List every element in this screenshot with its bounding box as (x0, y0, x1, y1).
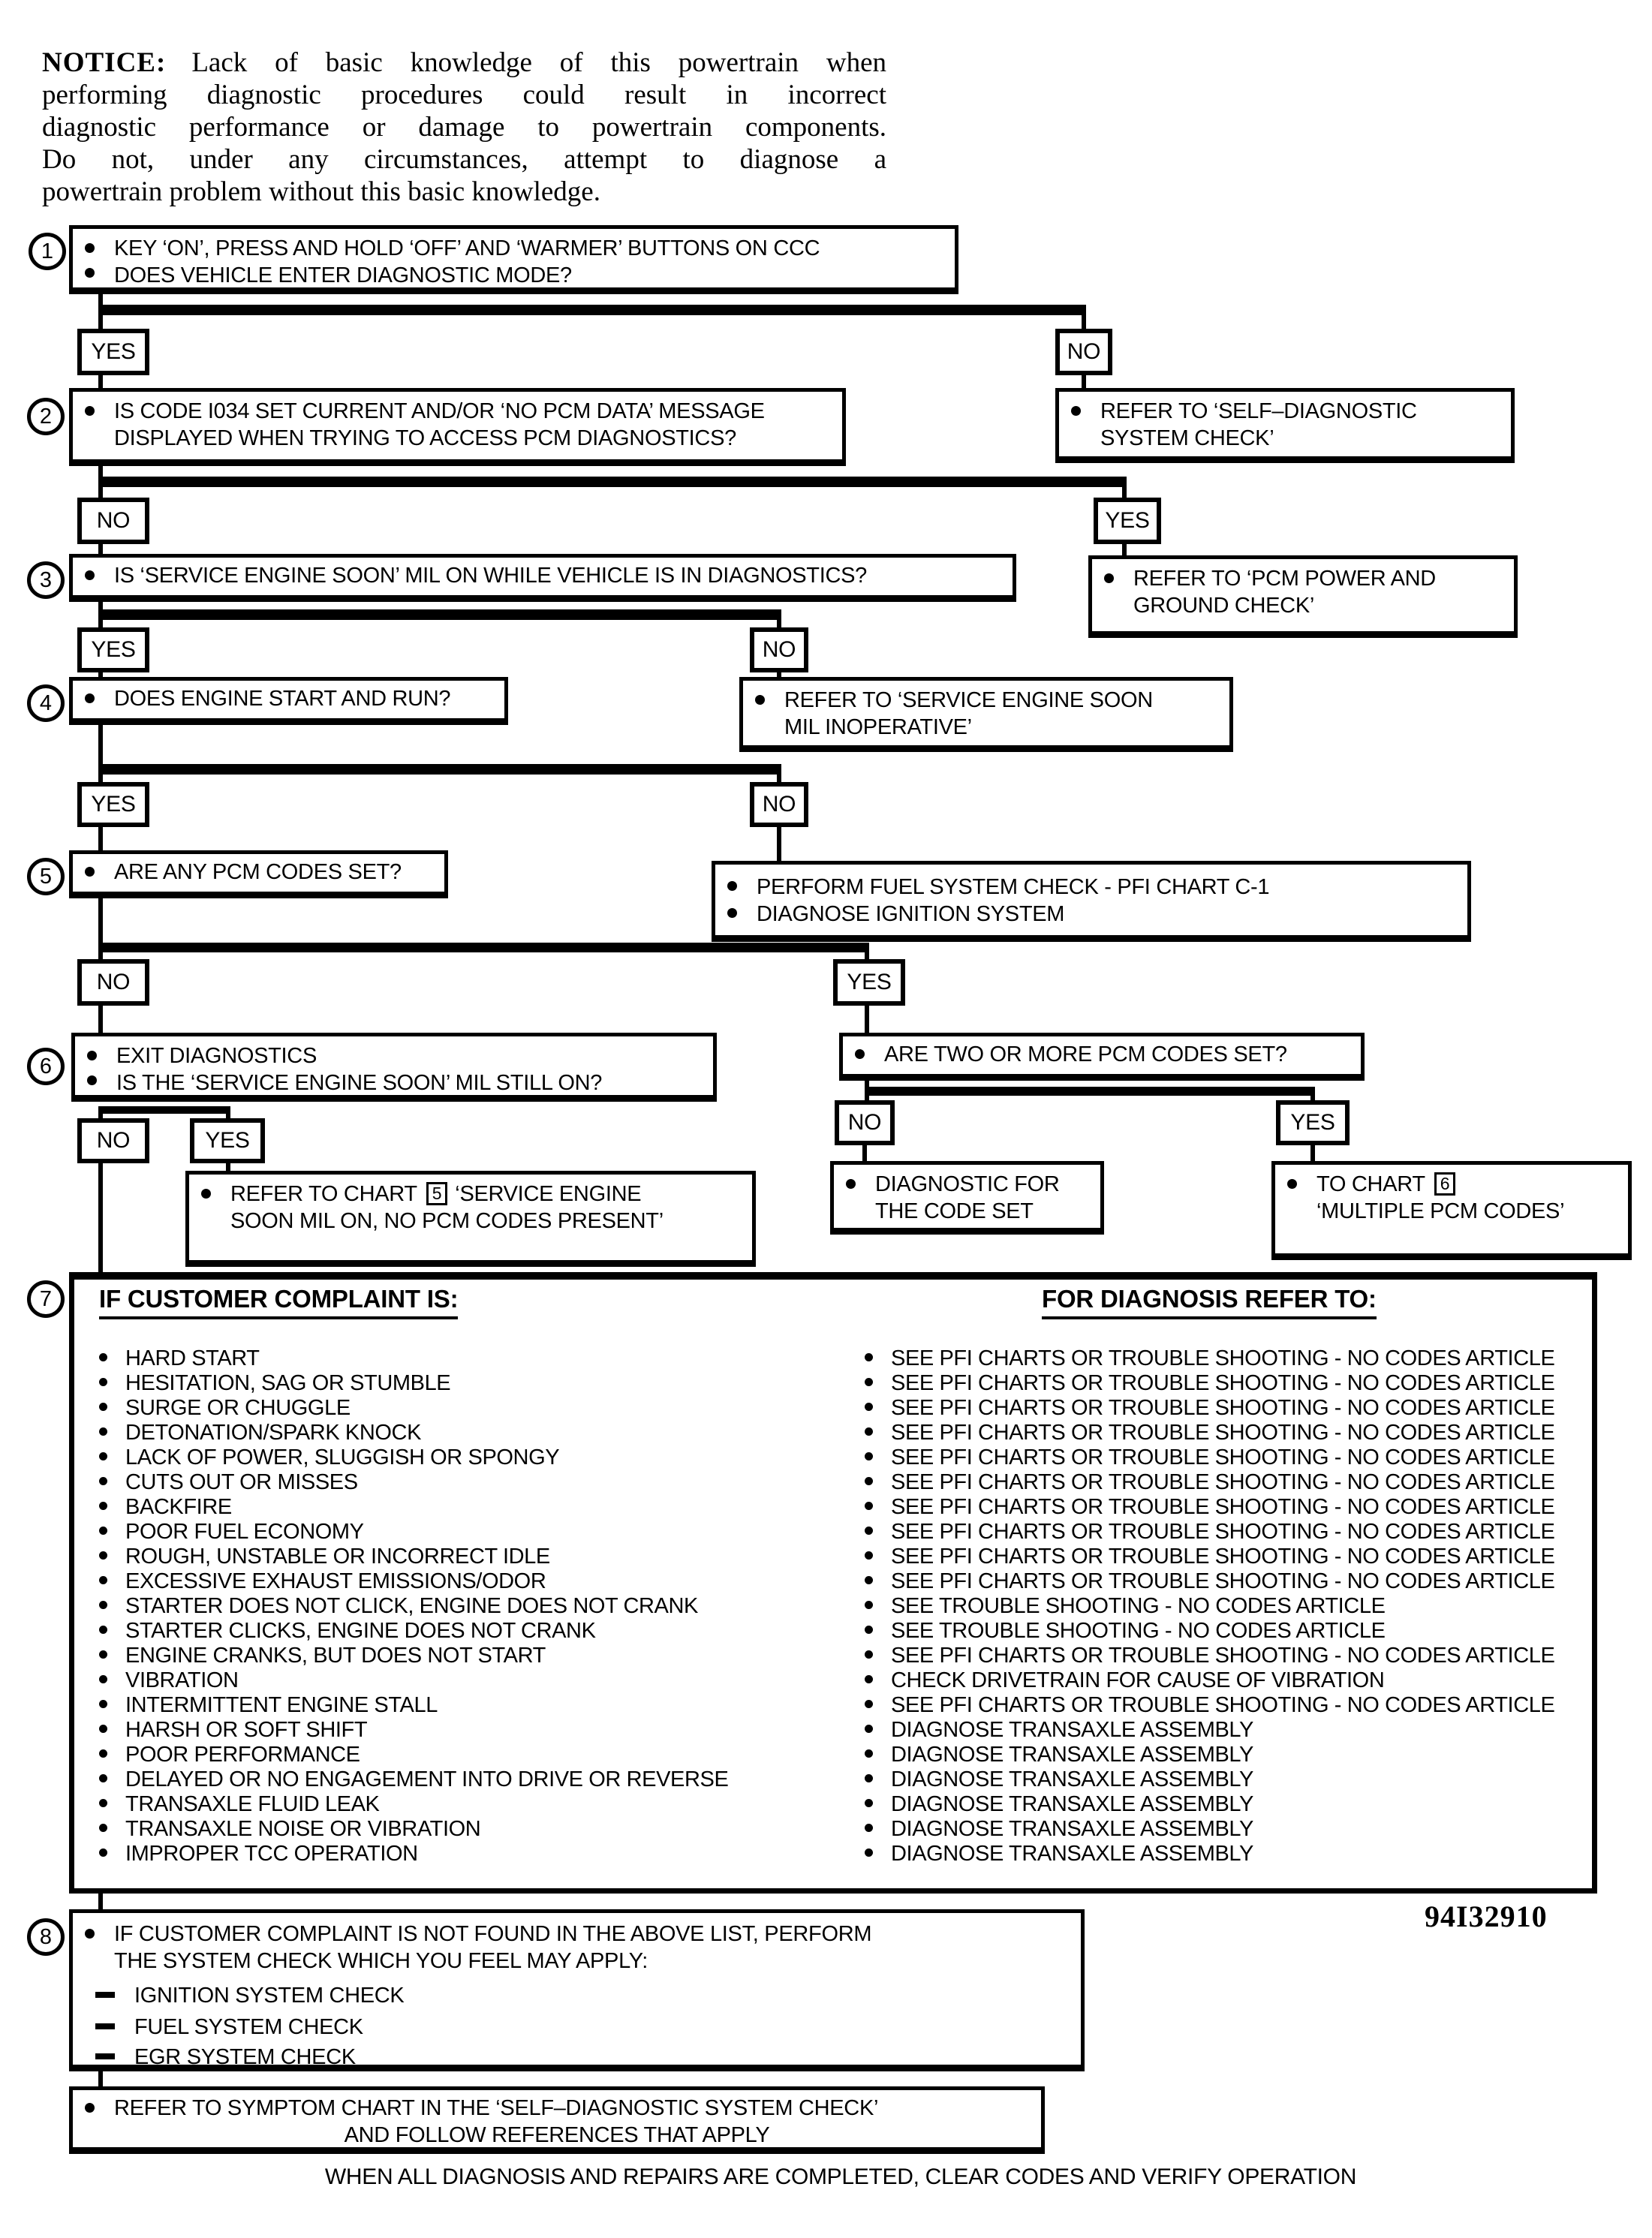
connector-line (98, 466, 103, 477)
bullet-icon (1071, 406, 1081, 416)
bullet-icon (727, 908, 737, 918)
step6-number: 6 (27, 1048, 65, 1085)
outcome-code-set-box: DIAGNOSTIC FOR THE CODE SET (830, 1161, 1104, 1235)
step5-number: 5 (27, 858, 65, 895)
table-row: INTERMITTENT ENGINE STALL (99, 1693, 728, 1718)
bullet-icon (85, 1929, 95, 1939)
step2-box: IS CODE I034 SET CURRENT AND/OR ‘NO PCM DATA’ MESSAGE DISPLAYED WHEN TRYING TO ACCESS PCM DIAGNOSTICS? (69, 388, 846, 466)
bullet-icon (99, 1427, 107, 1436)
step4-yes-box: YES (77, 782, 149, 827)
bullet-icon (865, 1650, 873, 1659)
bullet-icon (865, 1601, 873, 1609)
step2-number: 2 (27, 398, 65, 435)
symptom-chart-box: REFER TO SYMPTOM CHART IN THE ‘SELF–DIAGNOSTIC SYSTEM CHECK’ AND FOLLOW REFERENCES THAT APPLY (69, 2086, 1045, 2154)
bullet-icon (99, 1749, 107, 1758)
table-row: HESITATION, SAG OR STUMBLE (99, 1371, 728, 1396)
complaint-list (99, 1346, 728, 1867)
bullet-icon (755, 695, 765, 705)
dash-icon (95, 2023, 115, 2029)
table-row: POOR PERFORMANCE (99, 1743, 728, 1767)
bullet-icon (87, 1075, 97, 1085)
bullet-icon (99, 1700, 107, 1708)
bullet-icon (85, 406, 95, 416)
connector-line (98, 2071, 103, 2086)
connector-line (98, 544, 103, 554)
bullet-icon (99, 1403, 107, 1411)
system-check-item: FUEL SYSTEM CHECK (73, 2014, 1081, 2041)
bullet-icon (865, 1477, 873, 1485)
bullet-icon (865, 1378, 873, 1386)
table-row: VIBRATION (99, 1668, 728, 1693)
table-row: DELAYED OR NO ENGAGEMENT INTO DRIVE OR REVERSE (99, 1767, 728, 1792)
table-row: SEE PFI CHARTS OR TROUBLE SHOOTING - NO CODES ARTICLE (865, 1396, 1554, 1421)
bullet-icon (99, 1378, 107, 1386)
table-row: SEE PFI CHARTS OR TROUBLE SHOOTING - NO CODES ARTICLE (865, 1346, 1554, 1371)
step3-box: IS ‘SERVICE ENGINE SOON’ MIL ON WHILE VEHICLE IS IN DIAGNOSTICS? (69, 554, 1016, 602)
two-or-more-codes-box: ARE TWO OR MORE PCM CODES SET? (839, 1033, 1365, 1081)
notice-line: powertrain problem without this basic knowledge. (42, 176, 600, 207)
notice-line: NOTICE: Lack of basic knowledge of this powertrain when (42, 47, 886, 78)
connector-line (1122, 544, 1127, 555)
outcome-mil-inoperative-box: REFER TO ‘SERVICE ENGINE SOON MIL INOPERATIVE’ (739, 677, 1233, 752)
step8-number: 8 (27, 1918, 65, 1956)
bullet-icon (99, 1799, 107, 1807)
codes-no-box: NO (835, 1100, 895, 1145)
step2-yes-box: YES (1094, 498, 1161, 544)
step1-number: 1 (29, 233, 66, 270)
step6-box: EXIT DIAGNOSTICS IS THE ‘SERVICE ENGINE SOON’ MIL STILL ON? (71, 1033, 717, 1102)
connector-line (777, 620, 781, 627)
codes-yes-box: YES (1276, 1100, 1350, 1145)
bullet-icon (865, 1403, 873, 1411)
outcome-self-diagnostic-box: REFER TO ‘SELF–DIAGNOSTIC SYSTEM CHECK’ (1055, 388, 1515, 463)
dash-icon (95, 1992, 115, 1998)
step5-box: ARE ANY PCM CODES SET? (69, 850, 448, 898)
connector-line (98, 1163, 103, 1272)
connector-line (862, 1145, 867, 1161)
bullet-icon (85, 693, 95, 703)
notice-line: diagnostic performance or damage to powertrain components. (42, 112, 886, 143)
table-row: SEE TROUBLE SHOOTING - NO CODES ARTICLE (865, 1594, 1554, 1619)
connector-line (98, 609, 781, 620)
complaint-table-left-header: IF CUSTOMER COMPLAINT IS: (99, 1285, 458, 1319)
table-row: SEE PFI CHARTS OR TROUBLE SHOOTING - NO CODES ARTICLE (865, 1644, 1554, 1668)
step2-no-box: NO (77, 498, 149, 544)
connector-line (98, 1106, 230, 1114)
bullet-icon (85, 268, 95, 278)
step5-no-box: NO (77, 959, 149, 1006)
dash-icon (95, 2053, 115, 2059)
table-row: SURGE OR CHUGGLE (99, 1396, 728, 1421)
table-row: TRANSAXLE NOISE OR VIBRATION (99, 1817, 728, 1842)
step1-bullet2: DOES VEHICLE ENTER DIAGNOSTIC MODE? (114, 263, 572, 287)
table-row: POOR FUEL ECONOMY (99, 1520, 728, 1545)
outcome-pcm-power-box: REFER TO ‘PCM POWER AND GROUND CHECK’ (1088, 555, 1518, 638)
table-row: SEE PFI CHARTS OR TROUBLE SHOOTING - NO CODES ARTICLE (865, 1545, 1554, 1569)
table-row: SEE PFI CHARTS OR TROUBLE SHOOTING - NO CODES ARTICLE (865, 1445, 1554, 1470)
bullet-icon (865, 1576, 873, 1584)
table-row: ROUGH, UNSTABLE OR INCORRECT IDLE (99, 1545, 728, 1569)
footer-note: WHEN ALL DIAGNOSIS AND REPAIRS ARE COMPLETED, CLEAR CODES AND VERIFY OPERATION (324, 2164, 1357, 2189)
complaint-table-right-header: FOR DIAGNOSIS REFER TO: (1042, 1285, 1377, 1319)
table-row: LACK OF POWER, SLUGGISH OR SPONGY (99, 1445, 728, 1470)
diagnosis-list (865, 1346, 1554, 1867)
table-row: CUTS OUT OR MISSES (99, 1470, 728, 1495)
bullet-icon (99, 1725, 107, 1733)
table-row: DIAGNOSE TRANSAXLE ASSEMBLY (865, 1792, 1554, 1817)
connector-line (98, 294, 103, 305)
connector-line (98, 827, 103, 850)
chart6-number-icon: 6 (1434, 1172, 1456, 1196)
bullet-icon (201, 1189, 211, 1199)
bullet-icon (865, 1626, 873, 1634)
bullet-icon (99, 1601, 107, 1609)
connector-line (777, 827, 781, 861)
step1-no-box: NO (1055, 329, 1112, 375)
connector-line (98, 725, 103, 764)
table-row: STARTER CLICKS, ENGINE DOES NOT CRANK (99, 1619, 728, 1644)
bullet-icon (99, 1452, 107, 1460)
connector-line (98, 375, 103, 388)
connector-line (98, 943, 869, 952)
connector-line (98, 305, 1086, 315)
outcome-chart6-box: TO CHART 6 ‘MULTIPLE PCM CODES’ (1271, 1161, 1632, 1260)
figure-number: 94I32910 (1425, 1900, 1548, 1933)
system-check-item: IGNITION SYSTEM CHECK (73, 1982, 1081, 2009)
table-row: CHECK DRIVETRAIN FOR CAUSE OF VIBRATION (865, 1668, 1554, 1693)
step3-number: 3 (27, 561, 65, 599)
connector-line (98, 764, 781, 775)
bullet-icon (865, 1774, 873, 1782)
connector-line (98, 477, 1127, 487)
table-row: SEE PFI CHARTS OR TROUBLE SHOOTING - NO CODES ARTICLE (865, 1520, 1554, 1545)
notice-paragraph (42, 47, 886, 208)
table-row: ENGINE CRANKS, BUT DOES NOT START (99, 1644, 728, 1668)
connector-line (98, 620, 103, 627)
bullet-icon (99, 1848, 107, 1857)
table-row: DIAGNOSE TRANSAXLE ASSEMBLY (865, 1718, 1554, 1743)
connector-line (98, 1894, 103, 1909)
connector-line (98, 315, 103, 329)
bullet-icon (865, 1824, 873, 1832)
bullet-icon (865, 1799, 873, 1807)
table-row: SEE PFI CHARTS OR TROUBLE SHOOTING - NO CODES ARTICLE (865, 1371, 1554, 1396)
bullet-icon (85, 570, 95, 580)
bullet-icon (865, 1749, 873, 1758)
bullet-icon (1287, 1179, 1297, 1189)
step4-no-box: NO (750, 782, 808, 827)
table-row: SEE PFI CHARTS OR TROUBLE SHOOTING - NO CODES ARTICLE (865, 1693, 1554, 1718)
table-row: DIAGNOSE TRANSAXLE ASSEMBLY (865, 1817, 1554, 1842)
connector-line (98, 775, 103, 782)
step4-number: 4 (27, 684, 65, 722)
step4-box: DOES ENGINE START AND RUN? (69, 677, 508, 725)
bullet-icon (99, 1626, 107, 1634)
table-row: SEE PFI CHARTS OR TROUBLE SHOOTING - NO CODES ARTICLE (865, 1421, 1554, 1445)
system-check-item: EGR SYSTEM CHECK (73, 2044, 1081, 2071)
table-row: HARD START (99, 1346, 728, 1371)
bullet-icon (99, 1824, 107, 1832)
step3-yes-box: YES (77, 627, 149, 672)
step1-yes-box: YES (77, 329, 149, 375)
bullet-icon (85, 243, 95, 253)
outcome-fuel-ignition-box: PERFORM FUEL SYSTEM CHECK - PFI CHART C-1 DIAGNOSE IGNITION SYSTEM (712, 861, 1471, 942)
bullet-icon (99, 1477, 107, 1485)
notice-line: Do not, under any circumstances, attempt to diagnose a (42, 144, 886, 175)
table-row: SEE PFI CHARTS OR TROUBLE SHOOTING - NO CODES ARTICLE (865, 1495, 1554, 1520)
bullet-icon (865, 1675, 873, 1683)
connector-line (1082, 375, 1086, 388)
connector-line (777, 775, 781, 782)
bullet-icon (865, 1427, 873, 1436)
step6-yes-box: YES (190, 1118, 265, 1163)
bullet-icon (87, 1051, 97, 1060)
connector-line (1082, 315, 1086, 329)
bullet-icon (99, 1353, 107, 1361)
step3-no-box: NO (750, 627, 808, 672)
step8-box: IF CUSTOMER COMPLAINT IS NOT FOUND IN THE ABOVE LIST, PERFORM THE SYSTEM CHECK WHICH YOU FEEL MAY APPLY: IGNITION SYSTEM CHECK FUEL SYSTEM CHECK EGR SYSTEM CHECK (69, 1909, 1085, 2071)
table-row: DIAGNOSE TRANSAXLE ASSEMBLY (865, 1842, 1554, 1867)
bullet-icon (865, 1725, 873, 1733)
bullet-icon (99, 1576, 107, 1584)
bullet-icon (865, 1527, 873, 1535)
notice-label: NOTICE: (42, 47, 167, 78)
table-row: TRANSAXLE FLUID LEAK (99, 1792, 728, 1817)
connector-line (1122, 487, 1127, 498)
table-row: SEE PFI CHARTS OR TROUBLE SHOOTING - NO CODES ARTICLE (865, 1569, 1554, 1594)
bullet-icon (865, 1452, 873, 1460)
connector-line (865, 1006, 869, 1033)
table-row: HARSH OR SOFT SHIFT (99, 1718, 728, 1743)
step6-no-box: NO (77, 1118, 149, 1163)
bullet-icon (846, 1179, 856, 1189)
bullet-icon (99, 1527, 107, 1535)
table-row: DETONATION/SPARK KNOCK (99, 1421, 728, 1445)
connector-line (98, 487, 103, 498)
bullet-icon (865, 1700, 873, 1708)
chart5-number-icon: 5 (426, 1182, 448, 1205)
table-row: DIAGNOSE TRANSAXLE ASSEMBLY (865, 1767, 1554, 1792)
connector-line (865, 952, 869, 959)
connector-line (98, 602, 103, 609)
connector-line (1310, 1145, 1315, 1161)
table-row: DIAGNOSE TRANSAXLE ASSEMBLY (865, 1743, 1554, 1767)
connector-line (98, 952, 103, 959)
connector-line (865, 1087, 1315, 1096)
notice-line: performing diagnostic procedures could result in incorrect (42, 80, 886, 110)
step5-yes-box: YES (833, 959, 905, 1006)
bullet-icon (727, 881, 737, 891)
table-row: EXCESSIVE EXHAUST EMISSIONS/ODOR (99, 1569, 728, 1594)
bullet-icon (99, 1650, 107, 1659)
step7-number: 7 (27, 1280, 65, 1318)
bullet-icon (99, 1551, 107, 1560)
bullet-icon (85, 867, 95, 877)
bullet-icon (99, 1675, 107, 1683)
connector-line (98, 1006, 103, 1033)
bullet-icon (99, 1774, 107, 1782)
outcome-chart5-box: REFER TO CHART 5 ‘SERVICE ENGINE SOON MIL ON, NO PCM CODES PRESENT’ (185, 1171, 756, 1267)
step1-box (69, 225, 958, 294)
table-row: SEE TROUBLE SHOOTING - NO CODES ARTICLE (865, 1619, 1554, 1644)
bullet-icon (865, 1848, 873, 1857)
table-row: BACKFIRE (99, 1495, 728, 1520)
connector-line (98, 898, 103, 943)
connector-line (226, 1163, 230, 1171)
bullet-icon (85, 2103, 95, 2113)
step1-bullet1: KEY ‘ON’, PRESS AND HOLD ‘OFF’ AND ‘WARMER’ BUTTONS ON CCC (114, 236, 820, 260)
bullet-icon (1104, 573, 1114, 583)
table-row: STARTER DOES NOT CLICK, ENGINE DOES NOT CRANK (99, 1594, 728, 1619)
bullet-icon (865, 1502, 873, 1510)
bullet-icon (99, 1502, 107, 1510)
table-row: IMPROPER TCC OPERATION (99, 1842, 728, 1867)
connector-line (865, 1081, 869, 1087)
bullet-icon (865, 1353, 873, 1361)
table-row: SEE PFI CHARTS OR TROUBLE SHOOTING - NO CODES ARTICLE (865, 1470, 1554, 1495)
bullet-icon (855, 1049, 865, 1059)
bullet-icon (865, 1551, 873, 1560)
